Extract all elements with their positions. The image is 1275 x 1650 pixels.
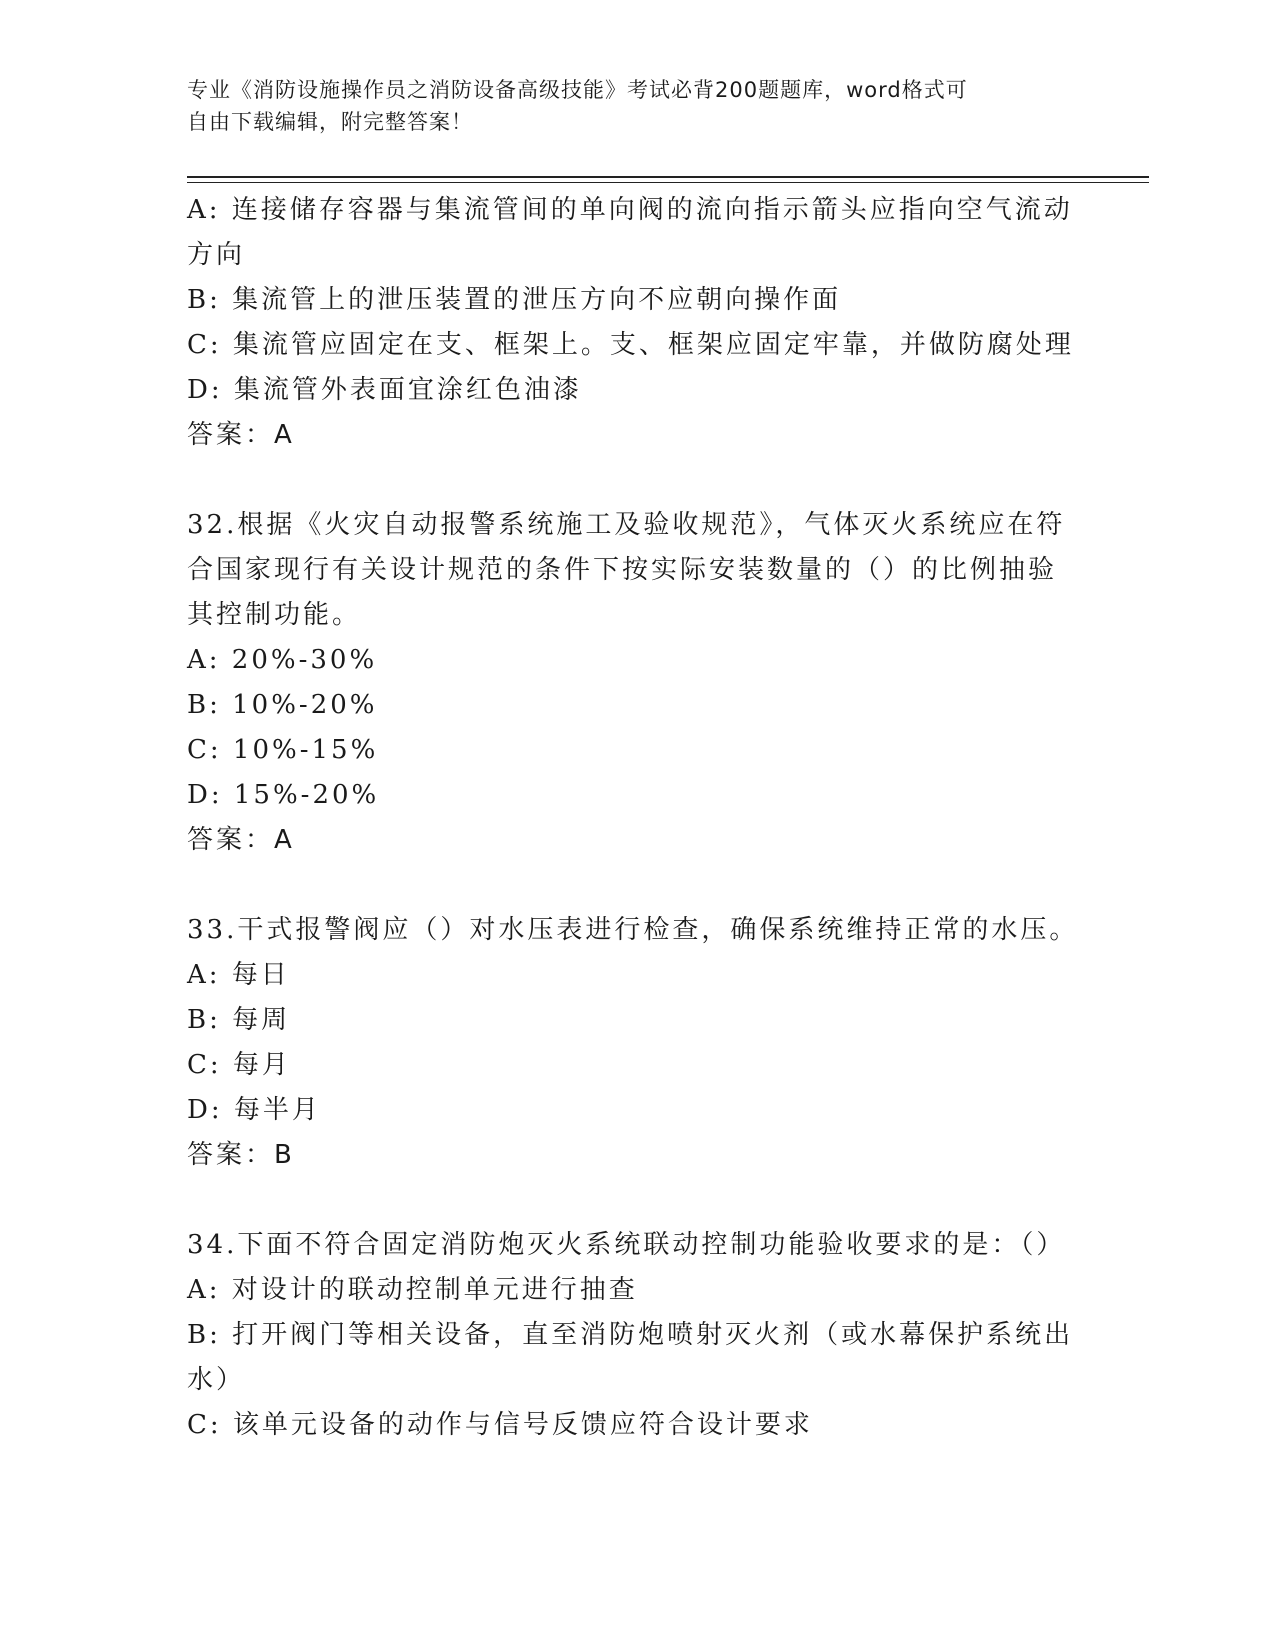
header-line-2: 自由下载编辑，附完整答案！ xyxy=(187,110,473,134)
answer-line: 答案：A xyxy=(187,420,295,450)
header-rule-thick xyxy=(187,176,1149,178)
question-stem: 32.根据《火灾自动报警系统施工及验收规范》，气体灭火系统应在符合国家现行有关设计规范的条件下按实际安装数量的（）的比例抽验其控制功能。 xyxy=(187,510,1066,630)
option-c: C: 每月 xyxy=(187,1050,291,1080)
spacer xyxy=(187,458,1077,503)
option-b: B: 每周 xyxy=(187,1005,291,1035)
option-c: C: 集流管应固定在支、框架上。支、框架应固定牢靠，并做防腐处理 xyxy=(187,330,1074,360)
answer-line: 答案：A xyxy=(187,825,295,855)
header-line-1: 专业《消防设施操作员之消防设备高级技能》考试必背200题题库，word格式可 xyxy=(187,78,968,102)
option-c: C: 10%-15% xyxy=(187,735,379,765)
option-a: A: 对设计的联动控制单元进行抽查 xyxy=(187,1275,638,1305)
question-32 xyxy=(187,503,1077,863)
option-d: D: 15%-20% xyxy=(187,780,380,810)
answer-line: 答案：B xyxy=(187,1140,295,1170)
option-d: D: 每半月 xyxy=(187,1095,321,1125)
option-a: A: 每日 xyxy=(187,960,290,990)
option-d: D: 集流管外表面宜涂红色油漆 xyxy=(187,375,582,405)
question-stem: 34.下面不符合固定消防炮灭火系统联动控制功能验收要求的是：（） xyxy=(187,1230,1066,1260)
option-b: B: 10%-20% xyxy=(187,690,378,720)
option-c: C: 该单元设备的动作与信号反馈应符合设计要求 xyxy=(187,1410,813,1440)
spacer xyxy=(187,863,1077,908)
question-content xyxy=(187,188,1077,1448)
option-a: A: 连接储存容器与集流管间的单向阀的流向指示箭头应指向空气流动方向 xyxy=(187,195,1073,270)
question-34 xyxy=(187,1223,1077,1448)
question-33 xyxy=(187,908,1077,1178)
option-b: B: 打开阀门等相关设备，直至消防炮喷射灭火剂（或水幕保护系统出水） xyxy=(187,1320,1074,1395)
question-31 xyxy=(187,188,1077,458)
document-header xyxy=(187,74,1067,138)
option-b: B: 集流管上的泄压装置的泄压方向不应朝向操作面 xyxy=(187,285,842,315)
header-rule-thin xyxy=(187,182,1149,183)
question-stem: 33.干式报警阀应（）对水压表进行检查，确保系统维持正常的水压。 xyxy=(187,915,1079,945)
option-a: A: 20%-30% xyxy=(187,645,378,675)
spacer xyxy=(187,1178,1077,1223)
